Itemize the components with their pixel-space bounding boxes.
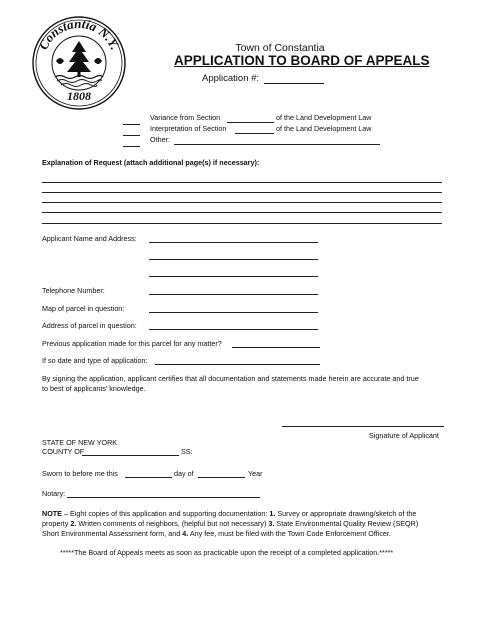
applicant-label: Applicant Name and Address: [42, 234, 137, 243]
map-field[interactable] [149, 312, 318, 313]
town-name: Town of Constantia [235, 42, 325, 54]
other-checkbox[interactable] [123, 146, 140, 147]
seal-year: 1808 [67, 89, 91, 103]
applicant-field-1[interactable] [149, 242, 318, 243]
note-line-2: property 2. Written comments of neighbors, (helpful but not necessary) 3. State Environmental Quality Review (SEQR) [42, 519, 419, 528]
year-label: Year [248, 469, 263, 478]
note-label: NOTE [42, 509, 62, 518]
other-field[interactable] [174, 144, 380, 145]
address-field[interactable] [149, 329, 318, 330]
state-label: STATE OF NEW YORK [42, 438, 118, 447]
interpretation-section-field[interactable] [235, 133, 274, 134]
signature-field[interactable] [282, 426, 444, 427]
interpretation-law-label: of the Land Development Law [276, 124, 372, 133]
variance-law-label: of the Land Development Law [276, 113, 372, 122]
if-so-label: If so date and type of application: [42, 356, 148, 365]
variance-label: Variance from Section [150, 113, 221, 122]
page-title: APPLICATION TO BOARD OF APPEALS [174, 53, 430, 68]
explanation-label: Explanation of Request (attach additional page(s) if necessary): [42, 158, 260, 167]
town-seal [30, 14, 128, 112]
previous-application-label: Previous application made for this parcel for any matter? [42, 339, 222, 348]
notary-label: Notary: [42, 489, 66, 498]
seal-text: Constantia N.Y. [35, 15, 123, 53]
explanation-line-4[interactable] [42, 212, 442, 213]
day-of-label: day of [174, 469, 194, 478]
footer-note: *****The Board of Appeals meets as soon as practicable upon the receipt of a completed application.***** [60, 548, 394, 557]
ss-label: SS: [181, 447, 193, 456]
explanation-line-2[interactable] [42, 192, 442, 193]
telephone-field[interactable] [149, 294, 318, 295]
other-label: Other: [150, 135, 170, 144]
note-line-3: Short Environmental Assessment form, and 4. Any fee, must be filed with the Town Code Enforcement Officer. [42, 529, 391, 538]
applicant-field-3[interactable] [149, 276, 318, 277]
address-label: Address of parcel in question: [42, 321, 137, 330]
previous-application-field[interactable] [232, 347, 320, 348]
applicant-field-2[interactable] [149, 259, 318, 260]
sworn-day-field[interactable] [125, 477, 172, 478]
explanation-line-3[interactable] [42, 202, 442, 203]
variance-checkbox[interactable] [123, 124, 140, 125]
application-number-field[interactable] [264, 83, 324, 84]
interpretation-label: Interpretation of Section [150, 124, 227, 133]
interpretation-checkbox[interactable] [123, 135, 140, 136]
notary-field[interactable] [67, 497, 260, 498]
sworn-label: Sworn to before me this [42, 469, 118, 478]
note-line-1: NOTE – Eight copies of this application and supporting documentation: 1. Survey or appropriate drawing/sketch of the [42, 509, 417, 518]
signature-label: Signature of Applicant [369, 431, 439, 440]
explanation-line-5[interactable] [42, 223, 442, 224]
county-field[interactable] [82, 455, 179, 456]
variance-section-field[interactable] [227, 122, 274, 123]
if-so-field[interactable] [155, 364, 320, 365]
map-label: Map of parcel in question: [42, 304, 125, 313]
certification-text-2: to best of applicants' knowledge. [42, 384, 146, 393]
certification-text-1: By signing the application, applicant certifies that all documentation and statements made herein are accurate and true [42, 374, 419, 383]
telephone-label: Telephone Number: [42, 286, 105, 295]
sworn-month-field[interactable] [198, 477, 245, 478]
application-number-label: Application #: [202, 73, 260, 84]
explanation-line-1[interactable] [42, 182, 442, 183]
county-label: COUNTY OF [42, 447, 85, 456]
